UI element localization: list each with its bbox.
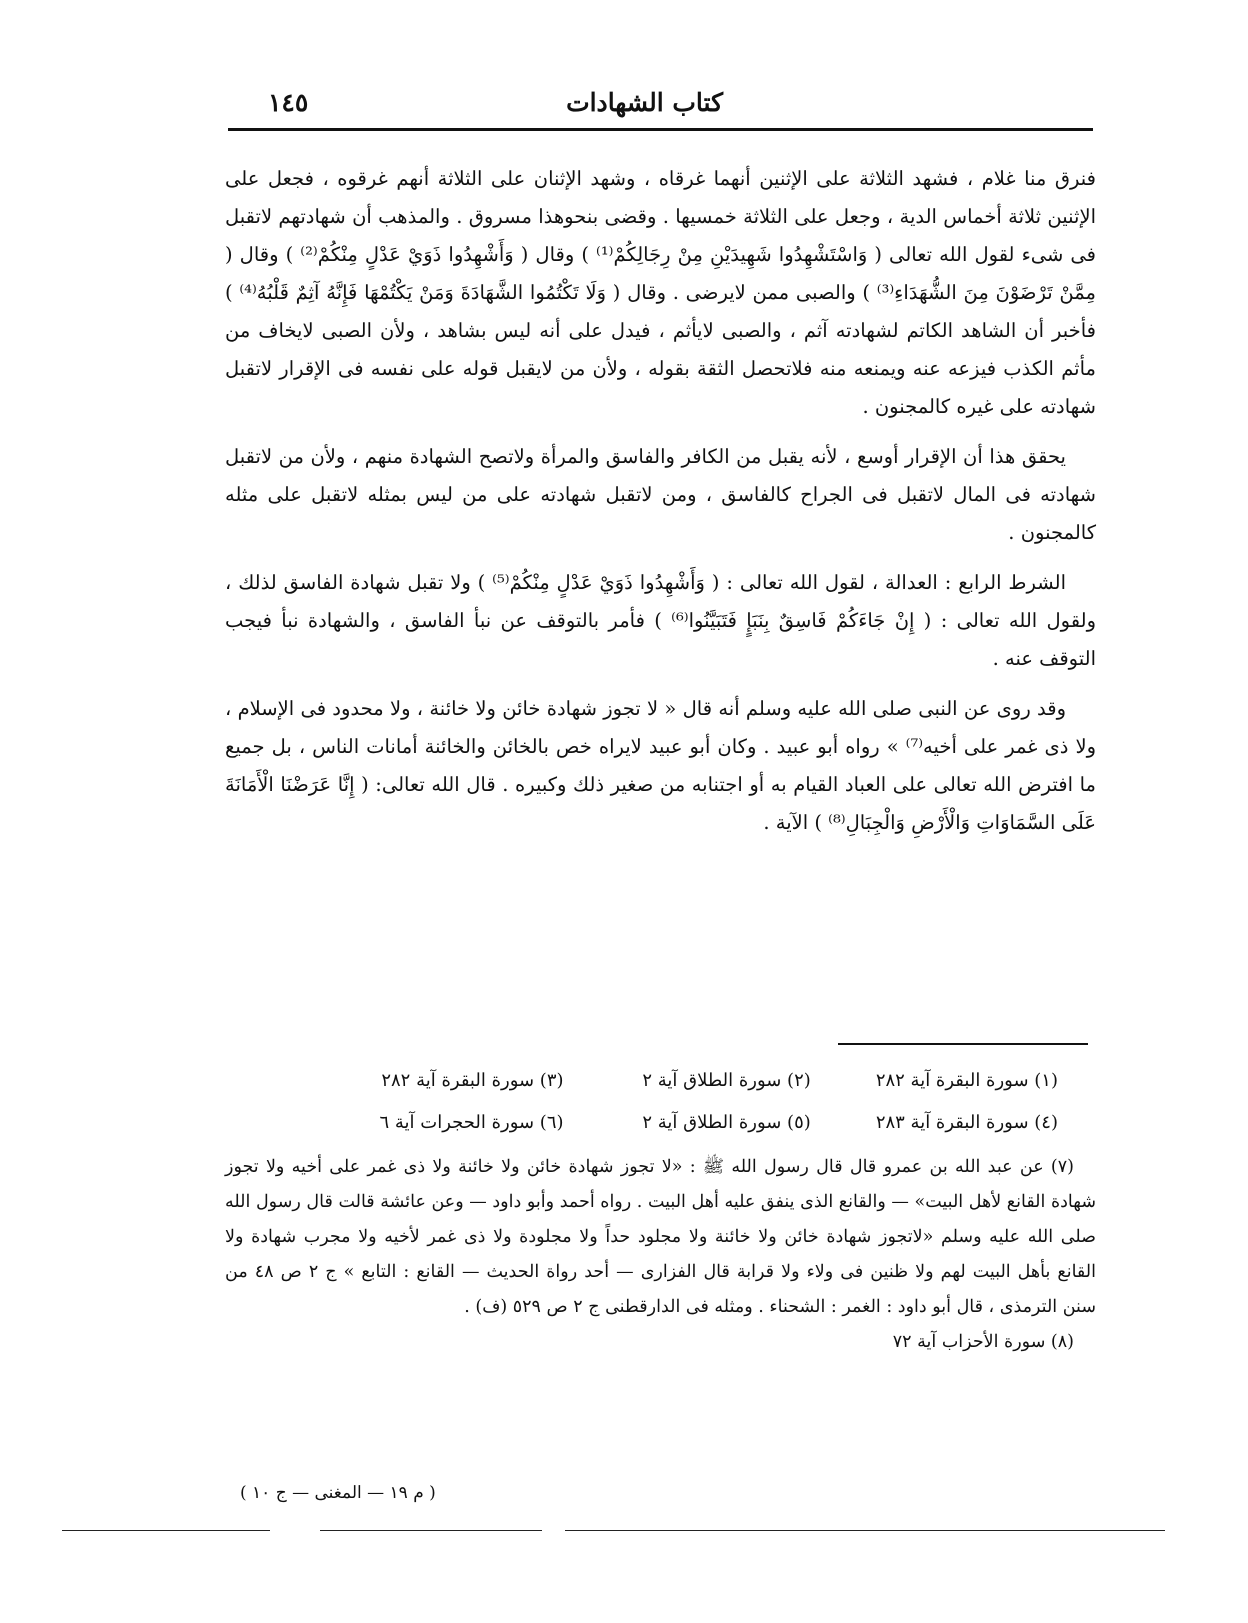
footnotes-long (225, 1150, 1096, 1360)
footnote-row (320, 1060, 1058, 1102)
footnote-7: (٧) عن عبد الله بن عمرو قال قال رسول الله ﷺ : «لا تجوز شهادة خائن ولا خائنة ولا ذى غمر على أخيه ولا تجوز شهادة القانع لأهل البيت» — والقانع الذى ينفق عليه أهل البيت . رواه أحمد وأبو داود — وعن عائشة قالت قال رسول الله صلى الله عليه وسلم «لاتجوز شهادة خائن ولا خائنة ولا مجلود حداً ولا مجلودة ولا ذى غمر لأخيه ولا مجرب شهادة ولا القانع بأهل البيت لهم ولا ظنين فى ولاء ولا قرابة قال الفزارى — أحد رواة الحديث — القانع : التابع » ج ٢ ص ٤٨ من سنن الترمذى ، قال أبو داود : الغمر : الشحناء . ومثله فى الدارقطنى ج ٢ ص ٥٢٩ (ف) . (225, 1157, 1096, 1317)
paragraph: يحقق هذا أن الإقرار أوسع ، لأنه يقبل من الكافر والفاسق والمرأة ولاتصح الشهادة منهم ، ولأن من لاتقبل شهادته فى المال لاتقبل فى الجراح كالفاسق ، ومن لاتقبل شهادته على من ليس بمثله لاتقبل على مثله كالمجنون . (225, 445, 1096, 544)
page-number: ١٤٥ (268, 88, 309, 117)
footnote-1: (١) سورة البقرة آية ٢٨٢ (875, 1070, 1058, 1091)
main-text (225, 160, 1096, 854)
signature-mark: ( م ١٩ — المغنى — ج ١٠ ) (240, 1483, 436, 1503)
footnote-references (320, 1060, 1058, 1144)
page-header (228, 84, 1093, 128)
footnote-row (320, 1102, 1058, 1144)
running-title: كتاب الشهادات (566, 88, 723, 117)
paragraph: فنرق منا غلام ، فشهد الثلاثة على الإثنين أنهما غرقاه ، وشهد الإثنان على الثلاثة أنهم غرقوه ، فجعل على الإثنين ثلاثة أخماس الدية ، وجعل على الثلاثة خمسيها . وقضى بنحوهذا مسروق . والمذهب أن شهادتهم لاتقبل فى شىء لقول الله تعالى ( وَاسْتَشْهِدُوا شَهِيدَيْنِ مِنْ رِجَالِكُمْ⁽¹⁾ ) وقال ( وَأَشْهِدُوا ذَوَيْ عَدْلٍ مِنْكُمْ⁽²⁾ ) وقال ( مِمَّنْ تَرْضَوْنَ مِنَ الشُّهَدَاءِ⁽³⁾ ) والصبى ممن لايرضى . وقال ( وَلَا تَكْتُمُوا الشَّهَادَةَ وَمَنْ يَكْتُمْهَا فَإِنَّهُ آثِمٌ قَلْبُهُ⁽⁴⁾ ) فأخبر أن الشاهد الكاتم لشهادته آثم ، والصبى لايأثم ، فيدل على أنه ليس بشاهد ، ولأن الصبى لايخاف من مأثم الكذب فيزعه عنه ويمنعه منه فلاتحصل الثقة بقوله ، ولأن من لايقبل قوله على نفسه فى الإقرار لاتقبل شهادته على غيره كالمجنون . (225, 167, 1096, 418)
footnote-6: (٦) سورة الحجرات آية ٦ (379, 1112, 564, 1133)
footnote-rule (838, 1043, 1088, 1045)
footnote-3: (٣) سورة البقرة آية ٢٨٢ (381, 1070, 564, 1091)
footnote-2: (٢) سورة الطلاق آية ٢ (642, 1070, 811, 1091)
footnote-8: (٨) سورة الأحزاب آية ٧٢ (892, 1332, 1074, 1352)
bottom-divider (565, 1530, 1165, 1531)
bottom-divider (320, 1530, 542, 1531)
paragraph: الشرط الرابع : العدالة ، لقول الله تعالى : ( وَأَشْهِدُوا ذَوَيْ عَدْلٍ مِنْكُمْ⁽⁵⁾ ) ولا تقبل شهادة الفاسق لذلك ، ولقول الله تعالى : ( إِنْ جَاءَكُمْ فَاسِقٌ بِنَبَإٍ فَتَبَيَّنُوا⁽⁶⁾ ) فأمر بالتوقف عن نبأ الفاسق ، والشهادة نبأ فيجب التوقف عنه . (225, 571, 1096, 670)
bottom-divider (62, 1530, 270, 1531)
footnote-5: (٥) سورة الطلاق آية ٢ (642, 1112, 811, 1133)
paragraph: وقد روى عن النبى صلى الله عليه وسلم أنه قال « لا تجوز شهادة خائن ولا خائنة ، ولا محدود فى الإسلام ، ولا ذى غمر على أخيه⁽⁷⁾ » رواه أبو عبيد . وكان أبو عبيد لايراه خص بالخائن والخائنة أمانات الناس ، بل جميع ما افترض الله تعالى على العباد القيام به أو اجتنابه من صغير ذلك وكبيره . قال الله تعالى: ( إِنَّا عَرَضْنَا الْأَمَانَةَ عَلَى السَّمَاوَاتِ وَالْأَرْضِ وَالْجِبَالِ⁽⁸⁾ ) الآية . (225, 697, 1096, 834)
footnote-4: (٤) سورة البقرة آية ٢٨٣ (875, 1112, 1058, 1133)
header-rule (228, 128, 1093, 131)
